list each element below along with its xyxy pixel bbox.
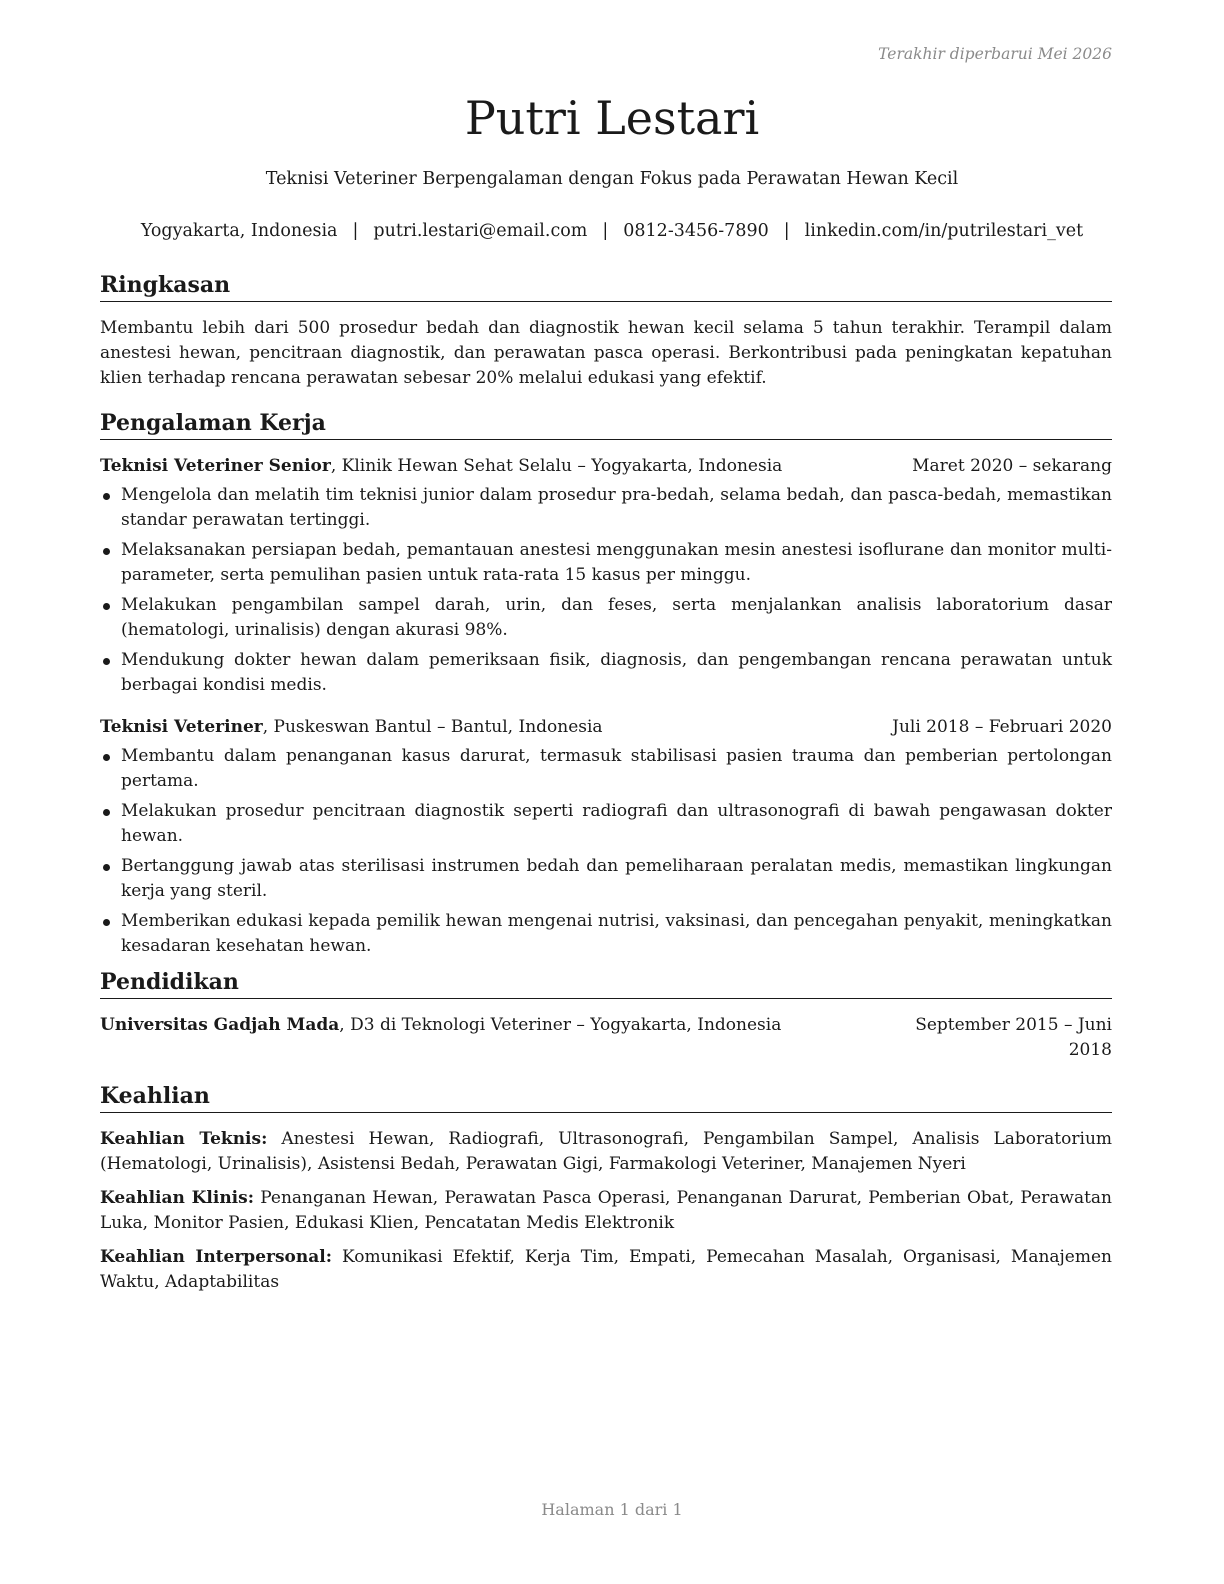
job-bullet: Membantu dalam penanganan kasus darurat, termasuk stabilisasi pasien trauma dan pemberian pertolongan pertama. [100,744,1112,794]
job-bullet: Melakukan prosedur pencitraan diagnostik seperti radiografi dan ultrasonografi di bawah pengawasan dokter hewan. [100,799,1112,849]
candidate-name: Putri Lestari [464,91,760,145]
contact-location: Yogyakarta, Indonesia [140,221,338,241]
headline: Teknisi Veteriner Berpengalaman dengan Fokus pada Perawatan Hewan Kecil [265,169,959,189]
job-bullet: Bertanggung jawab atas sterilisasi instrumen bedah dan pemeliharaan peralatan medis, memastikan lingkungan kerja yang steril. [100,854,1112,904]
job-bullets [100,483,1112,698]
job-dates: Juli 2018 – Februari 2020 [892,717,1112,737]
skill-group-label: Keahlian Teknis: [100,1129,268,1149]
contact-linkedin[interactable]: linkedin.com/in/putrilestari_vet [804,221,1084,241]
summary-section [100,270,1112,391]
job-role: Teknisi Veteriner Senior [100,456,331,476]
job-dates: Maret 2020 – sekarang [912,456,1112,476]
skill-group [100,1186,1112,1236]
job-entry [100,454,1112,698]
job-entry [100,715,1112,959]
job-header [100,454,1112,479]
education-dates: September 2015 – Juni 2018 [915,1015,1112,1060]
contact-separator: | [783,221,790,241]
skill-group-label: Keahlian Klinis: [100,1188,254,1208]
skill-group-items: Penanganan Hewan, Perawatan Pasca Operasi, Penanganan Darurat, Pemberian Obat, Perawatan Luka, Monitor Pasien, Edukasi Klien, Pencatatan Medis Elektronik [100,1188,1112,1233]
section-title-experience: Pengalaman Kerja [100,408,1112,440]
skills-list [100,1127,1112,1295]
education-entry [100,1013,1112,1063]
skills-section [100,1081,1112,1295]
section-title-summary: Ringkasan [100,270,1112,302]
contact-phone: 0812-3456-7890 [623,221,769,241]
section-title-education: Pendidikan [100,967,1112,999]
job-title-line [100,715,603,740]
job-header [100,715,1112,740]
resume-body [100,270,1112,1304]
job-bullet: Memberikan edukasi kepada pemilik hewan mengenai nutrisi, vaksinasi, dan pencegahan penyakit, meningkatkan kesadaran kesehatan hewan. [100,909,1112,959]
contact-email[interactable]: putri.lestari@email.com [373,221,588,241]
experience-section [100,408,1112,959]
job-bullet: Melaksanakan persiapan bedah, pemantauan anestesi menggunakan mesin anestesi isoflurane dan monitor multi-parameter, serta pemulihan pasien untuk rata-rata 15 kasus per minggu. [100,538,1112,588]
job-bullet: Mendukung dokter hewan dalam pemeriksaan fisik, diagnosis, dan pengembangan rencana perawatan untuk berbagai kondisi medis. [100,648,1112,698]
education-line [100,1013,781,1038]
job-bullet: Mengelola dan melatih tim teknisi junior dalam prosedur pra-bedah, selama bedah, dan pasca-bedah, memastikan standar perawatan tertinggi. [100,483,1112,533]
summary-text: Membantu lebih dari 500 prosedur bedah dan diagnostik hewan kecil selama 5 tahun terakhir. Terampil dalam anestesi hewan, pencitraan diagnostik, dan perawatan pasca operasi. Berkontribusi pada peningkatan kepatuhan klien terhadap rencana perawatan sebesar 20% melalui edukasi yang efektif. [100,318,1112,388]
skill-group-items: Anestesi Hewan, Radiografi, Ultrasonografi, Pengambilan Sampel, Analisis Laboratorium (Hematologi, Urinalisis), Asistensi Bedah, Perawatan Gigi, Farmakologi Veteriner, Manajemen Nyeri [100,1129,1113,1174]
job-organization: , Puskeswan Bantul – Bantul, Indonesia [262,717,603,737]
education-school: Universitas Gadjah Mada [100,1015,340,1035]
job-bullets [100,744,1112,959]
contact-separator: | [602,221,609,241]
job-bullet: Melakukan pengambilan sampel darah, urin, dan feses, serta menjalankan analisis laboratorium dasar (hematologi, urinalisis) dengan akurasi 98%. [100,593,1112,643]
skill-group-label: Keahlian Interpersonal: [100,1247,332,1267]
page-number-footer: Halaman 1 dari 1 [541,1500,683,1519]
job-title-line [100,454,782,479]
contact-line [0,219,1224,243]
section-title-skills: Keahlian [100,1081,1112,1113]
contact-separator: | [352,221,359,241]
skill-group [100,1245,1112,1295]
job-role: Teknisi Veteriner [100,717,263,737]
skill-group-items: Komunikasi Efektif, Kerja Tim, Empati, Pemecahan Masalah, Organisasi, Manajemen Waktu, Adaptabilitas [100,1247,1112,1292]
job-organization: , Klinik Hewan Sehat Selalu – Yogyakarta, Indonesia [330,456,783,476]
skill-group [100,1127,1112,1177]
last-updated-note: Terakhir diperbarui Mei 2026 [878,45,1112,63]
education-section [100,967,1112,1063]
education-degree: , D3 di Teknologi Veteriner – Yogyakarta, Indonesia [339,1015,782,1035]
